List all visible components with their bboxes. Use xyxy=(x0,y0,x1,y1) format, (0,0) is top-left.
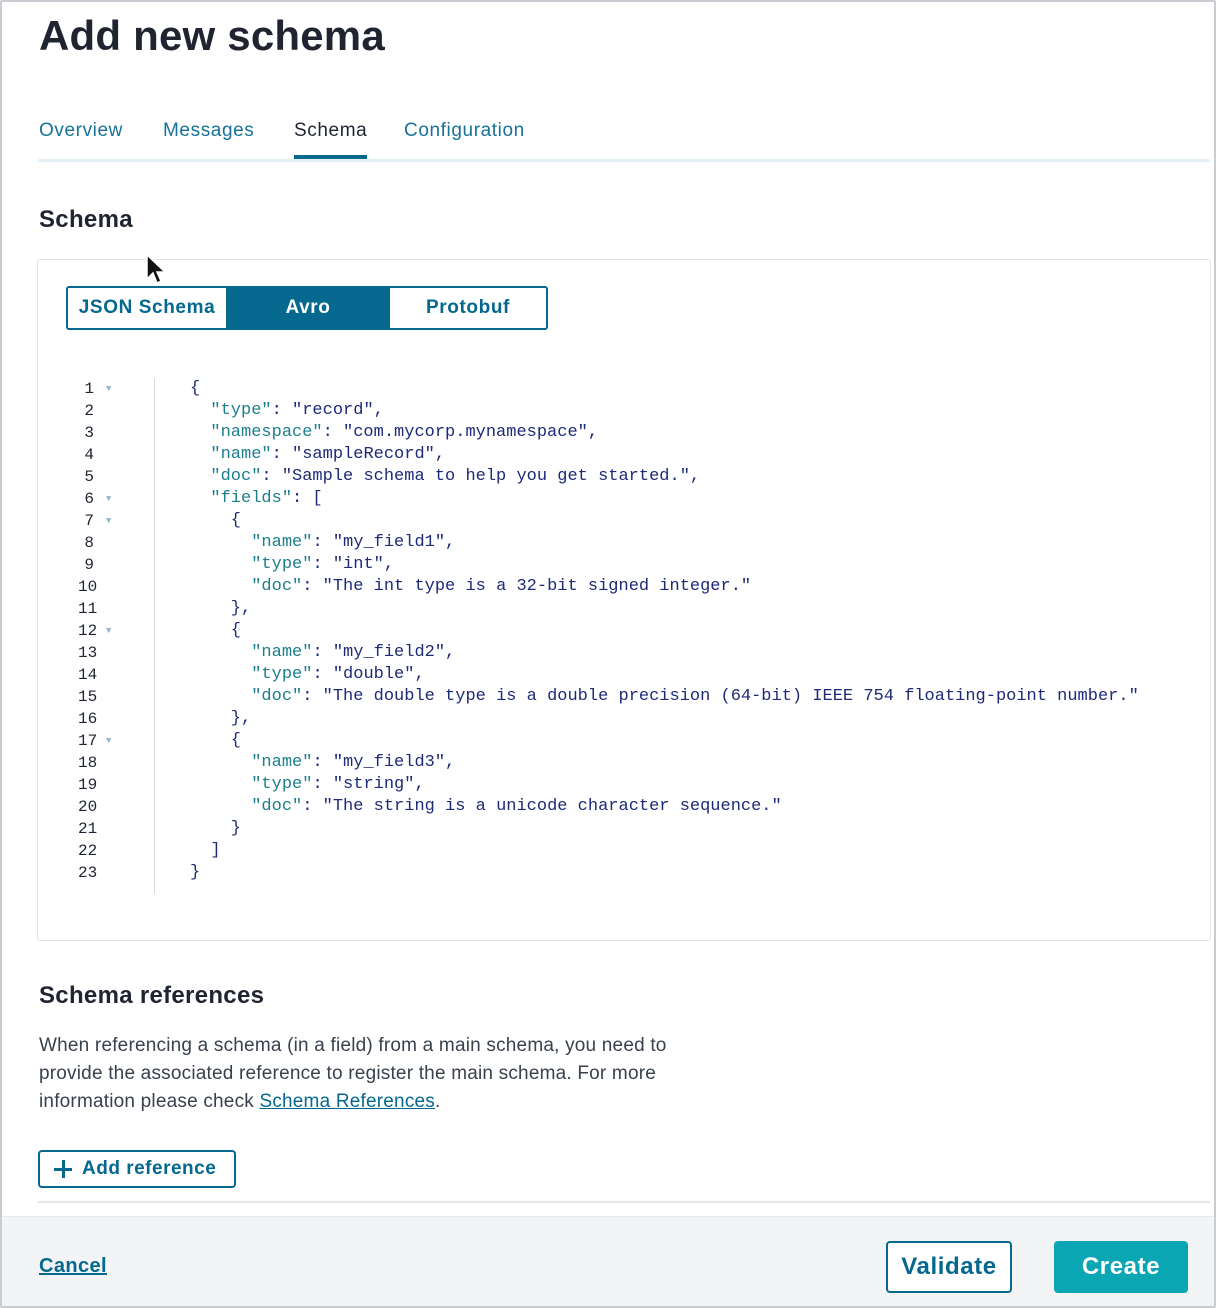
code-text: "type": "record", xyxy=(210,401,384,420)
line-number: 10 xyxy=(78,578,98,596)
line-number: 2 xyxy=(84,402,94,420)
code-text: { xyxy=(190,731,242,750)
line-number: 23 xyxy=(78,864,98,882)
tab-overview[interactable]: Overview xyxy=(39,120,123,141)
fold-arrow-icon[interactable]: ▼ xyxy=(106,736,112,746)
schema-editor-card xyxy=(37,259,1211,941)
schema-format-toggle xyxy=(66,286,548,330)
code-text: } xyxy=(190,819,242,838)
line-number: 16 xyxy=(78,710,98,728)
line-number: 7 xyxy=(84,512,94,530)
format-protobuf-button[interactable]: Protobuf xyxy=(388,288,546,328)
line-number: 1 xyxy=(84,380,94,398)
fold-arrow-icon[interactable]: ▼ xyxy=(106,516,112,526)
fold-arrow-icon[interactable]: ▼ xyxy=(106,626,112,636)
code-text: }, xyxy=(190,599,252,618)
code-text: "type": "double", xyxy=(251,665,425,684)
fold-arrow-icon[interactable]: ▼ xyxy=(106,384,112,394)
code-text: "name": "my_field1", xyxy=(251,533,456,552)
line-number: 4 xyxy=(84,446,94,464)
line-number: 13 xyxy=(78,644,98,662)
code-text: }, xyxy=(190,709,252,728)
format-json-schema-button[interactable]: JSON Schema xyxy=(68,288,228,328)
references-trailing-text: . xyxy=(435,1091,441,1112)
code-text: "namespace": "com.mycorp.mynamespace", xyxy=(210,423,599,442)
code-text: ] xyxy=(190,841,221,860)
section-divider xyxy=(38,1201,1210,1203)
line-number: 8 xyxy=(84,534,94,552)
plus-icon xyxy=(54,1160,72,1178)
references-description-text: When referencing a schema (in a field) from a main schema, you need to provide the associated reference to register the main schema. For more information please check xyxy=(39,1035,667,1112)
line-number: 22 xyxy=(78,842,98,860)
tab-configuration[interactable]: Configuration xyxy=(404,120,525,141)
schema-references-link[interactable]: Schema References xyxy=(259,1091,435,1112)
validate-button[interactable]: Validate xyxy=(886,1241,1012,1293)
line-number: 5 xyxy=(84,468,94,486)
code-text: "type": "string", xyxy=(251,775,425,794)
gutter-divider xyxy=(154,378,155,894)
line-number: 14 xyxy=(78,666,98,684)
code-text: "doc": "Sample schema to help you get started.", xyxy=(210,467,701,486)
code-text: "name": "my_field2", xyxy=(251,643,456,662)
format-avro-button[interactable]: Avro xyxy=(228,288,388,328)
line-number: 3 xyxy=(84,424,94,442)
schema-section-title: Schema xyxy=(39,206,133,233)
create-button[interactable]: Create xyxy=(1054,1241,1188,1293)
line-number: 12 xyxy=(78,622,98,640)
line-number: 18 xyxy=(78,754,98,772)
line-number: 20 xyxy=(78,798,98,816)
line-number: 15 xyxy=(78,688,98,706)
tab-bar xyxy=(38,116,1210,162)
cancel-link[interactable]: Cancel xyxy=(39,1255,107,1277)
code-text: { xyxy=(190,511,242,530)
line-number: 6 xyxy=(84,490,94,508)
fold-arrow-icon[interactable]: ▼ xyxy=(106,494,112,504)
code-editor[interactable] xyxy=(78,378,1178,894)
line-number: 21 xyxy=(78,820,98,838)
code-text: "fields": [ xyxy=(210,489,323,508)
code-text: { xyxy=(190,621,242,640)
code-text: "doc": "The int type is a 32-bit signed integer." xyxy=(251,577,752,596)
code-text: } xyxy=(190,863,201,882)
code-text: "doc": "The double type is a double precision (64-bit) IEEE 754 floating-point number." xyxy=(251,687,1139,706)
code-text: "type": "int", xyxy=(251,555,395,574)
add-reference-label: Add reference xyxy=(82,1158,217,1179)
mouse-pointer-icon xyxy=(146,254,168,288)
schema-references-title: Schema references xyxy=(39,982,265,1009)
footer-bar xyxy=(2,1216,1214,1306)
page-title: Add new schema xyxy=(39,12,385,59)
tab-messages[interactable]: Messages xyxy=(163,120,255,141)
add-reference-button[interactable] xyxy=(38,1150,236,1188)
line-number: 19 xyxy=(78,776,98,794)
tab-schema[interactable]: Schema xyxy=(294,120,367,156)
line-number: 9 xyxy=(84,556,94,574)
code-text: { xyxy=(190,379,201,398)
line-number: 11 xyxy=(78,600,98,618)
code-text: "name": "my_field3", xyxy=(251,753,456,772)
code-text: "name": "sampleRecord", xyxy=(210,445,446,464)
schema-references-description xyxy=(39,1032,719,1116)
code-text: "doc": "The string is a unicode character sequence." xyxy=(251,797,782,816)
line-number: 17 xyxy=(78,732,98,750)
